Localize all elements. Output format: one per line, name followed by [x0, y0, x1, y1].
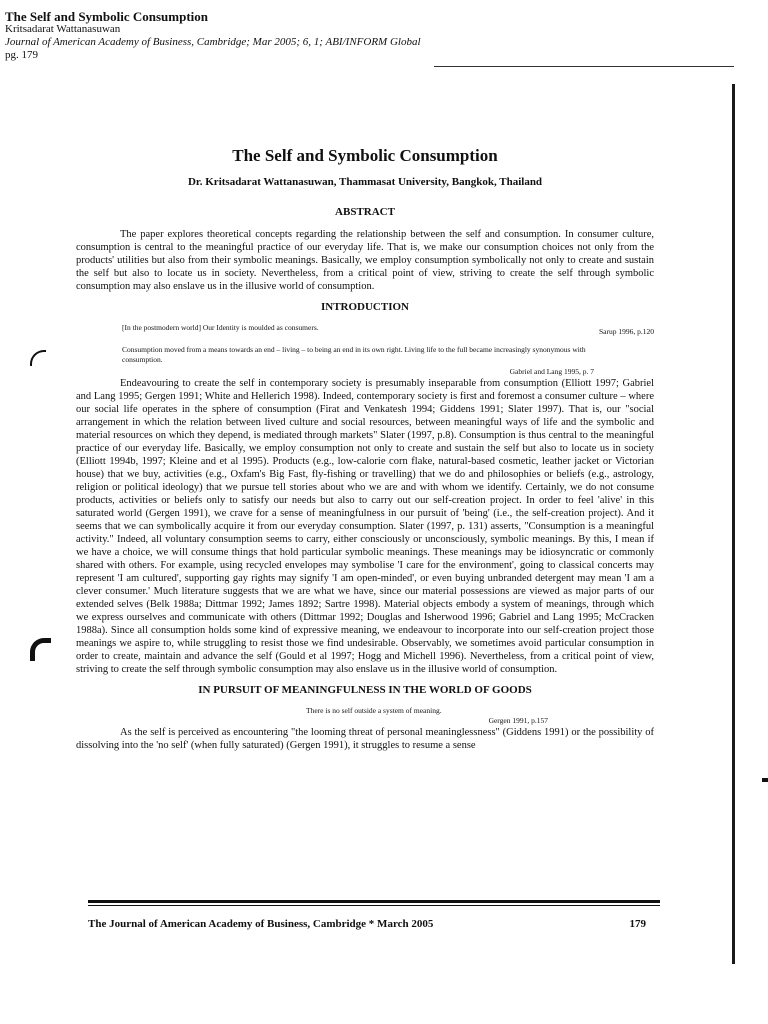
introduction-heading: INTRODUCTION	[320, 301, 409, 313]
pursuit-paragraph: As the self is perceived as encountering "the looming threat of personal meaninglessness" (Giddens 1991) or the possibility of dissolving into the 'no self' (when fully saturated) (Gergen 1991), it struggles to resume a sense	[76, 727, 654, 751]
footer-rule-thin	[88, 905, 660, 906]
quote-2-text: Consumption moved from a means towards an end – living – to being an end in its own right. Living life to the full became increasingly synonymous with consumption.	[122, 345, 586, 364]
introduction-paragraph: Endeavouring to create the self in contemporary society is presumably inseparable from consumption (Elliott 1997; Gabriel and Lang 1995; Gergen 1991; White and Hellerich 1998). Indeed, contemporary society is first and foremost a consumer culture – where our social life operates in the sphere of consumption (Firat and Venkatesh 1994; Giddens 1991; Slater 1997). That is, our "social arrangement in which the relation between lived culture and social resources, between meaningful ways of life and the symbolic and material resources on which they depend, is mediated through markets" Slater (1997, p.8). Consumption is thus central to the meaningful practice of our everyday life. Basically, we employ consumption not only to create and sustain the self but also to locate us in society (Elliott 1994b, 1997; Kleine and et al 1995). Products (e.g., low-calorie corn flake, natural-based cosmetic, leather jacket or Victorian house) that we buy, activities (e.g., Oxfam's Big Fast, fly-fishing or travelling) that we do and philosophies or beliefs (e.g., astrology, religion or political ideology) that we pursue tell stories about who we are and with whom we identify. Certainly, we do not consume products, activities or beliefs only to satisfy our needs but also to carry out our self-creation project. In order to feel 'alive' in this saturated world (Gergen 1991), we crave for a sense of meaningfulness in our pursuit of 'being' (i.e., the self-creation project). And it seems that we can symbolically acquire it from our everyday consumption. Slater (1997, p. 131) asserts, "Consumption is a meaningful activity." Indeed, all voluntary consumption seems to carry, either consciously or unconsciously, symbolic meanings. By this, I mean if we have a choice, we will consume things that hold particular symbolic meanings. These meanings may be idiosyncratic or commonly shared with others. For example, using recycled envelopes may symbolise 'I care for the environment', going to classical concerts may represent 'I am cultured', supporting gay rights may signify 'I am open-minded', or even buying unbranded detergent may mean 'I am a clever consumer.' Much literature suggests that we are what we have, since our material possessions are viewed as major parts of our extended selves (Belk 1988a; Dittmar 1992; James 1892; Sartre 1998). Material objects embody a system of meanings, through which we express ourselves and communicate with others (Dittmar 1992; Douglas and Isherwood 1996; Gabriel and Lang 1995; McCracken 1988a). Since all consumption holds some kind of expressive meaning, we endeavour to incorporate into our self-creation project those meanings we aspire to, while struggling to resist those we find undesirable. Observably, we sometimes avoid particular consumption in order to create, maintain and advance the self (Gould et al 1997; Hogg and Michell 1996). Nevertheless, from a critical point of view, striving to create the self through symbolic consumption may also enslave us in the illusive world of consumption.	[76, 378, 654, 675]
article-author: Dr. Kritsadarat Wattanasuwan, Thammasat University, Bangkok, Thailand	[187, 176, 543, 188]
epigraph-quote-1	[76, 323, 654, 337]
abstract-paragraph: The paper explores theoretical concepts regarding the relationship between the self and consumption. In consumer culture, consumption is central to the meaningful practice of our everyday life. That is, we make our consumption choices not only from the products' utilities but also from their symbolic meanings. Basically, we employ consumption symbolically not only to create and sustain the self but also to locate us in society. Nevertheless, from a critical point of view, striving to create the self through symbolic consumption may also enslave us in the illusive world of consumption.	[76, 229, 654, 292]
header-journal: Journal of American Academy of Business, Cambridge; Mar 2005; 6, 1; ABI/INFORM Global	[5, 36, 421, 48]
header-author: Kritsadarat Wattanasuwan	[5, 23, 121, 35]
abstract-heading: ABSTRACT	[335, 206, 395, 218]
footer-journal: The Journal of American Academy of Business, Cambridge * March 2005	[88, 918, 434, 930]
page-footer	[88, 900, 660, 930]
scan-edge-line	[732, 84, 735, 964]
pursuit-heading: IN PURSUIT OF MEANINGFULNESS IN THE WORLD OF GOODS	[198, 684, 532, 696]
header-rule	[434, 66, 734, 67]
epigraph-quote-2	[76, 345, 654, 377]
footer-page-number: 179	[629, 918, 646, 930]
article-title: The Self and Symbolic Consumption	[232, 146, 498, 165]
scan-artifact-2	[30, 638, 51, 661]
quote-1-text: [In the postmodern world] Our Identity is moulded as consumers.	[122, 323, 319, 332]
scan-mark	[762, 778, 768, 782]
header-page: pg. 179	[5, 49, 38, 61]
scan-artifact-1	[30, 350, 46, 366]
quote-3-source: Gergen 1991, p.157	[488, 716, 548, 725]
epigraph-quote-3	[76, 706, 654, 726]
document-header	[5, 10, 421, 62]
quote-3-text: There is no self outside a system of meaning.	[306, 706, 442, 715]
header-title: The Self and Symbolic Consumption	[5, 9, 208, 24]
quote-2-source: Gabriel and Lang 1995, p. 7	[509, 367, 594, 376]
quote-1-source: Sarup 1996, p.120	[599, 327, 654, 336]
footer-rule-thick	[88, 900, 660, 903]
article-page	[76, 140, 654, 752]
